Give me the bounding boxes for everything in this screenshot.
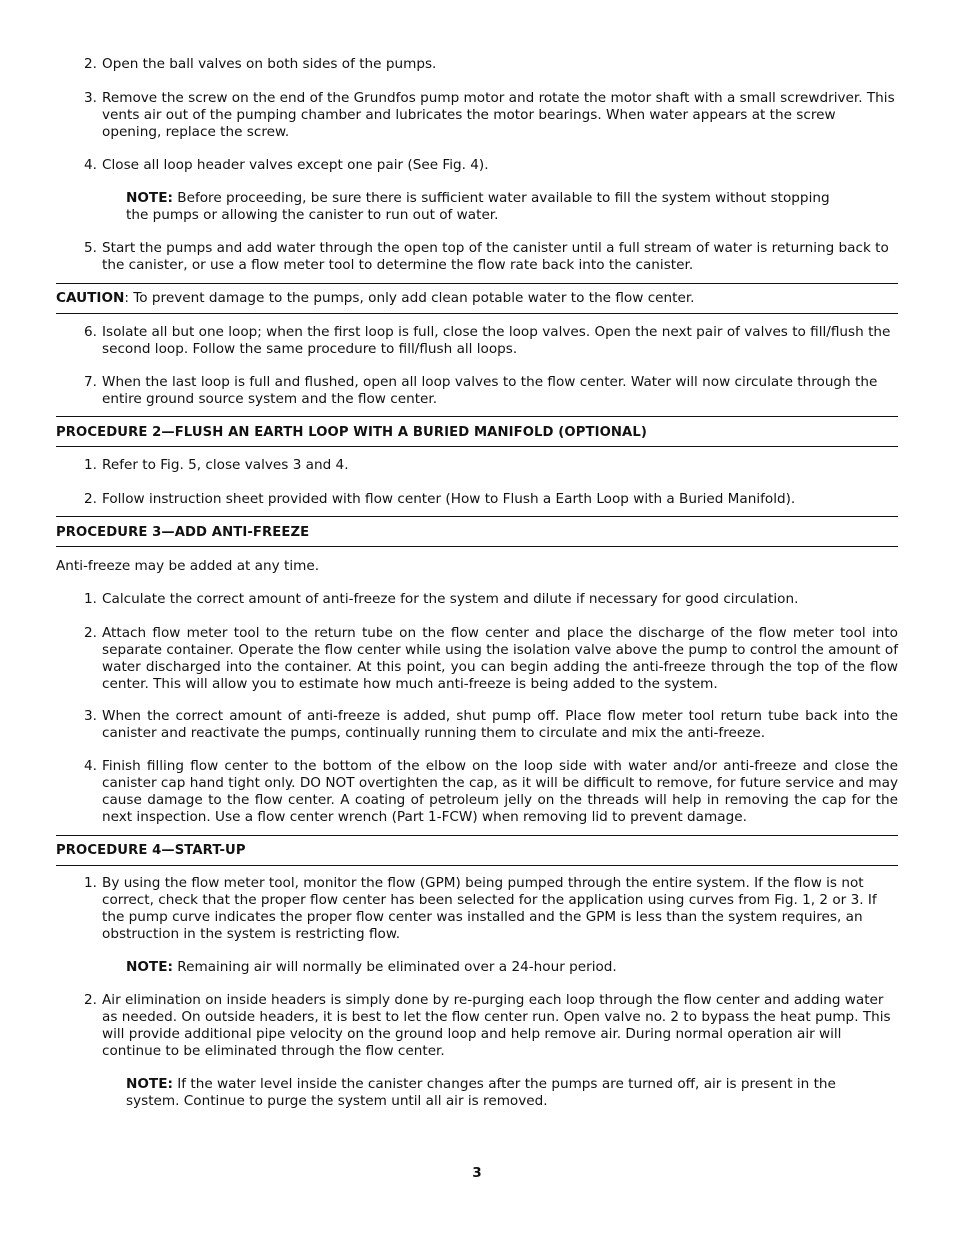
note [126, 959, 856, 976]
section-heading: PROCEDURE 2—FLUSH AN EARTH LOOP WITH A BURIED MANIFOLD (OPTIONAL) [56, 425, 647, 440]
note-label: NOTE: [126, 959, 173, 975]
list-item: 1. Refer to Fig. 5, close valves 3 and 4. [84, 457, 349, 473]
list-item: 7. When the last loop is full and flushed, open all loop valves to the flow center. Water will now circulate through the entire ground source system and the flow center. [84, 374, 878, 407]
divider [56, 546, 898, 547]
note-text: Remaining air will normally be eliminated over a 24-hour period. [172, 959, 617, 975]
list-item: 2. Air elimination on inside headers is simply done by re-purging each loop through the flow center and adding water as needed. On outside headers, it is best to let the flow center run. Open valve no. 2 to bypass the heat pump. This will provide additional pipe velocity on the ground loop and help remove air. During normal operation air will continue to be eliminated through the flow center. [84, 992, 891, 1059]
note-text: If the water level inside the canister changes after the pumps are turned off, air is present in the system. Continue to purge the system until all air is removed. [126, 1076, 836, 1109]
section-heading: PROCEDURE 3—ADD ANTI-FREEZE [56, 525, 310, 540]
list-item: 4. Close all loop header valves except one pair (See Fig. 4). [84, 157, 489, 173]
list-item: 6. Isolate all but one loop; when the first loop is full, close the loop valves. Open the next pair of valves to fill/flush the second loop. Follow the same procedure to fill/flush all loops. [84, 324, 891, 357]
list-item: 4. Finish filling flow center to the bottom of the elbow on the loop side with water and/or anti-freeze and close the canister cap hand tight only. DO NOT overtighten the cap, as it will be difficult to remove, for future service and may cause damage to the flow center. A coating of petroleum jelly on the threads will help in removing the cap for the next inspection. Use a flow center wrench (Part 1-FCW) when removing lid to prevent damage. [84, 758, 898, 825]
divider [56, 283, 898, 284]
list-item: 2. Attach flow meter tool to the return tube on the flow center and place the discharge of the flow meter tool into separate container. Operate the flow center while using the isolation valve above the pump to control the amount of water discharged into the container. At this point, you can begin adding the anti-freeze through the top of the flow center. This will allow you to estimate how much anti-freeze is being added to the system. [84, 625, 898, 692]
divider [56, 313, 898, 314]
list-item: 3. When the correct amount of anti-freeze is added, shut pump off. Place flow meter tool return tube back into the canister and reactivate the pumps, continually running them to circulate and mix the anti-freeze. [84, 708, 898, 741]
list-item: 2. Follow instruction sheet provided with flow center (How to Flush a Earth Loop with a Buried Manifold). [84, 491, 796, 507]
list-item: 2. Open the ball valves on both sides of the pumps. [84, 56, 437, 72]
list-item: 3. Remove the screw on the end of the Grundfos pump motor and rotate the motor shaft with a small screwdriver. This vents air out of the pumping chamber and lubricates the motor bearings. When water appears at the screw opening, replace the screw. [84, 90, 895, 140]
caution-line [56, 290, 898, 307]
divider [56, 446, 898, 447]
note [126, 190, 856, 224]
section-heading: PROCEDURE 4—START-UP [56, 843, 246, 858]
divider [56, 835, 898, 836]
page-number: 3 [472, 1165, 482, 1181]
list-item: 5. Start the pumps and add water through the open top of the canister until a full stream of water is returning back to the canister, or use a flow meter tool to determine the flow rate back into the canister. [84, 240, 889, 273]
list-item: 1. Calculate the correct amount of anti-freeze for the system and dilute if necessary for good circulation. [84, 591, 799, 607]
list-item: 1. By using the flow meter tool, monitor the flow (GPM) being pumped through the entire system. If the flow is not correct, check that the proper flow center has been selected for the application using curves from Fig. 1, 2 or 3. If the pump curve indicates the proper flow center was installed and the GPM is less than the system requires, an obstruction in the system is restricting flow. [84, 875, 877, 942]
divider [56, 416, 898, 417]
caution-text: : To prevent damage to the pumps, only add clean potable water to the flow center. [124, 290, 695, 306]
note [126, 1076, 856, 1110]
caution-label: CAUTION [56, 290, 125, 306]
note-text: Before proceeding, be sure there is sufficient water available to fill the system without stopping the pumps or allowing the canister to run out of water. [126, 190, 830, 223]
divider [56, 865, 898, 866]
note-label: NOTE: [126, 190, 173, 206]
divider [56, 516, 898, 517]
intro-text: Anti-freeze may be added at any time. [56, 558, 320, 574]
note-label: NOTE: [126, 1076, 173, 1092]
